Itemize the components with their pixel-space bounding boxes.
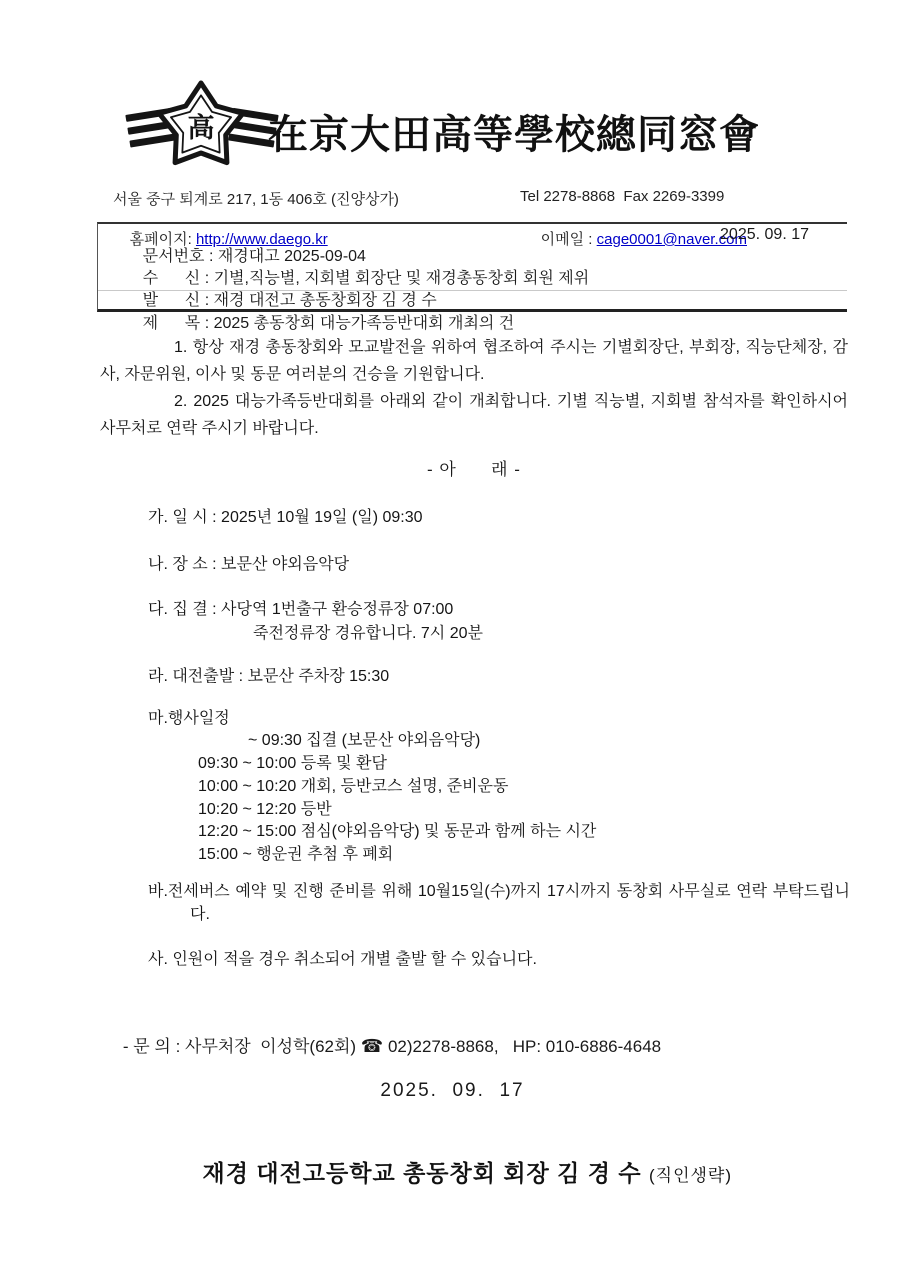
signature-line [0,1128,905,1215]
subject-value: 2025 총동창회 대능가족등반대회 개최의 건 [213,315,515,332]
subject-label: 제 목 : [142,315,214,332]
footer-date: 2025. 09. 17 [380,1080,525,1101]
schedule-line: 10:00 ~ 10:20 개회, 등반코스 설명, 준비운동 [198,778,509,795]
doc-date: 2025. 09. 17 [720,226,809,243]
signature-name: 재경 대전고등학교 총동창회 회장 김 경 수 [202,1160,649,1186]
sender-row [98,268,847,309]
emblem-character: 高 [187,113,215,143]
schedule-line: 12:20 ~ 15:00 점심(야외음악당) 및 동문과 함께 하는 시간 [198,823,597,840]
doc-info-table [97,222,847,332]
item-date: 가. 일 시 : 2025년 10월 19일 (일) 09:30 [148,509,423,526]
recipient-label: 수 신 : [142,270,214,287]
item-assembly-cont: 죽전정류장 경유합니다. 7시 20분 [253,625,483,642]
doc-number-row [98,224,847,265]
item-bus-reservation: 바.전세버스 예약 및 진행 준비를 위해 10월15일(수)까지 17시까지 동창회 사무실로 연락 부탁드립니다. [148,883,850,923]
body-paragraph-1: 1. 항상 재경 총동창회와 모교발전을 위하여 협조하여 주시는 기별회장단, 부회장, 직능단체장, 감사, 자문위원, 이사 및 동문 여러분의 건승을 기원합니다. [100,339,848,383]
below-divider: - 아 래 - [427,460,521,479]
homepage-link[interactable]: http://www.daego.kr [195,231,328,248]
body-paragraph-2: 2. 2025 대능가족등반대회를 아래외 같이 개최합니다. 기별 직능별, 지회별 참석자를 확인하시어 사무처로 연락 주시기 바랍니다. [100,393,848,437]
sender-label: 발 신 : [142,292,214,309]
item-cancellation: 사. 인원이 적을 경우 취소되어 개별 출발 할 수 있습니다. [148,951,537,968]
school-emblem [124,80,284,180]
signature-note: (직인생략) [648,1166,732,1185]
item-assembly: 다. 집 결 : 사당역 1번출구 환승정류장 07:00 [148,601,454,618]
body-paragraphs [100,334,848,442]
subject-row [98,290,847,332]
org-title: 在京大田高等學校總同窓會 [268,112,760,157]
recipient-row [98,246,847,287]
schedule-line: 10:20 ~ 12:20 등반 [198,801,332,818]
homepage-label: 홈페이지: [129,231,196,248]
inquiry-prefix: - 문 의 : 사무처장 이성학(62회) [122,1037,361,1056]
inquiry-suffix: 02)2278-8868, HP: 010-6886-4648 [383,1037,662,1056]
org-tel-fax: Tel 2278-8868 Fax 2269-3399 [520,188,725,205]
inquiry-line [104,1012,661,1077]
org-address: 서울 중구 퇴계로 217, 1동 406호 (진양상가) [113,191,399,208]
schedule-line: 15:00 ~ 행운권 추첨 후 폐회 [198,846,394,863]
schedule-line: ~ 09:30 집결 (보문산 야외음악당) [248,732,481,749]
item-place: 나. 장 소 : 보문산 야외음악당 [148,556,350,573]
email-label: 이메일 : [540,231,597,248]
item-schedule-title: 마.행사일정 [148,710,230,727]
doc-number-value: 재경대고 2025-09-04 [217,248,366,265]
recipient-value: 기별,직능별, 지회별 회장단 및 재경총동창회 회원 제위 [213,270,590,287]
item-departure: 라. 대전출발 : 보문산 주차장 15:30 [148,668,390,685]
school-emblem-graphic [124,80,284,180]
email-link[interactable]: cage0001@naver.com [596,231,747,248]
doc-number-label: 문서번호 : [142,248,218,265]
schedule-line: 09:30 ~ 10:00 등록 및 환담 [198,755,387,772]
phone-icon: ☎ [360,1036,384,1056]
sender-value: 재경 대전고 총동창회장 김 경 수 [213,292,437,309]
